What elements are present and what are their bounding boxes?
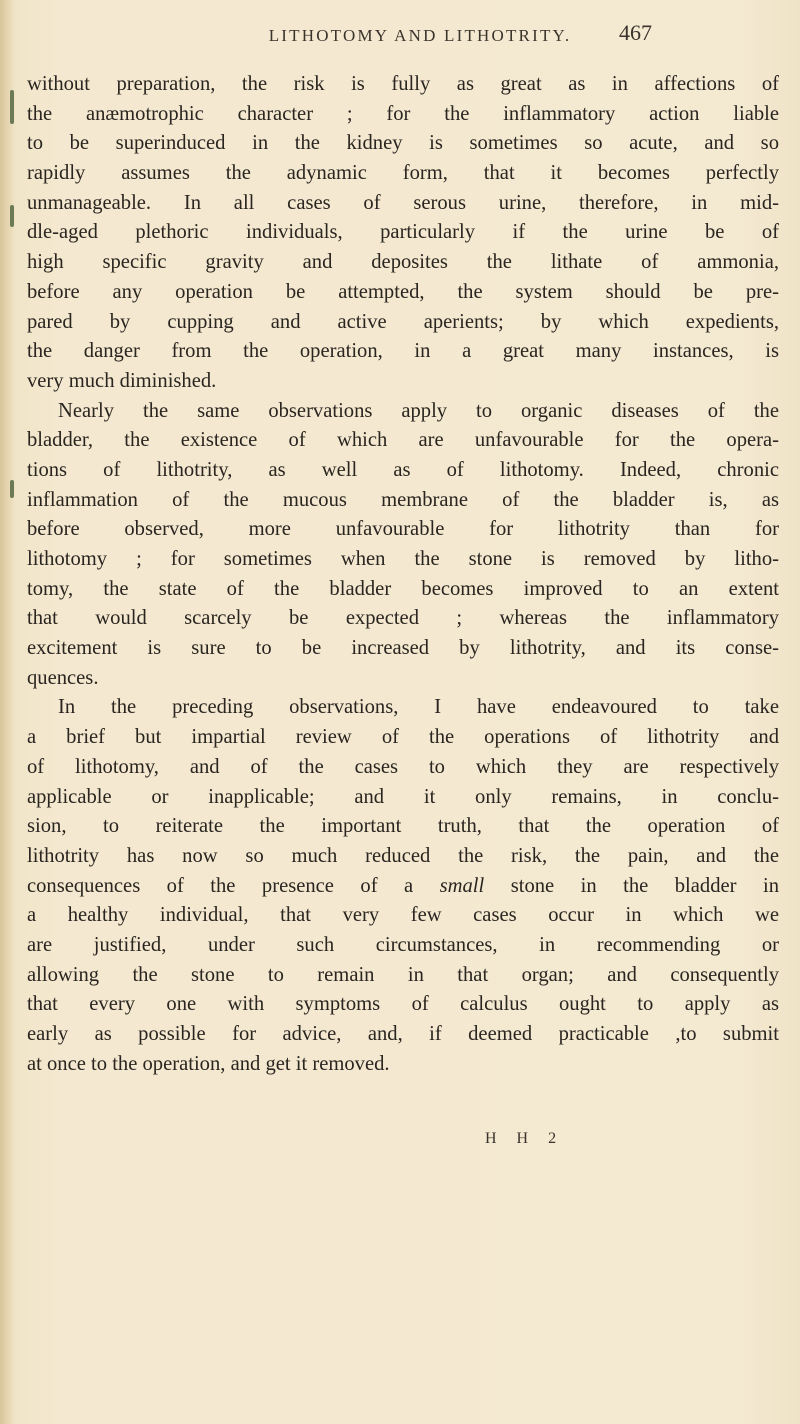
text-line: without preparation, the risk is fully as great as in affections of [27,73,779,95]
text-line: consequences of the presence of a small stone in the bladder in [27,874,779,897]
text-line: of lithotomy, and of the cases to which they are respectively [27,755,779,778]
text-line: lithotrity has now so much reduced the risk, the pain, and the [27,844,779,867]
paragraph-first-line: In the preceding observations, I have endeavoured to take [58,696,779,719]
text-line: a brief but impartial review of the operations of lithotrity and [27,726,779,749]
text-line: very much diminished. [27,369,217,392]
paragraph-first-line: Nearly the same observations apply to organic diseases of the [58,399,779,422]
page-binding-edge [0,0,14,1424]
binding-thread-mark [10,480,14,498]
binding-thread-mark [10,90,14,124]
text-line: that would scarcely be expected ; whereas the inflammatory [27,607,779,630]
signature-mark: H H 2 [485,1130,565,1147]
text-line: before any operation be attempted, the system should be pre- [27,280,779,303]
body-text [27,70,779,1079]
binding-thread-mark [10,205,14,227]
text-line: that every one with symptoms of calculus ought to apply as [27,993,779,1016]
text-line: bladder, the existence of which are unfavourable for the opera- [27,429,779,452]
text-line: high specific gravity and deposites the lithate of ammonia, [27,251,779,274]
text-line: early as possible for advice, and, if deemed practicable ,to submit [27,1023,779,1045]
text-line: at once to the operation, and get it removed. [27,1052,390,1075]
text-line: unmanageable. In all cases of serous urine, therefore, in mid- [27,191,779,214]
text-line: the anæmotrophic character ; for the inflammatory action liable [27,102,779,125]
running-head: LITHOTOMY AND LITHOTRITY. [268,26,572,45]
text-line: sion, to reiterate the important truth, that the operation of [27,815,779,838]
text-line: rapidly assumes the adynamic form, that it becomes perfectly [27,162,779,185]
text-line: to be superinduced in the kidney is sometimes so acute, and so [27,132,779,155]
text-line: tions of lithotrity, as well as of lithotomy. Indeed, chronic [27,458,779,481]
text-line: lithotomy ; for sometimes when the stone is removed by litho- [27,548,779,570]
text-line: the danger from the operation, in a great many instances, is [27,340,779,363]
page-header [0,20,800,66]
text-line: applicable or inapplicable; and it only remains, in conclu- [27,785,779,808]
text-line: quences. [27,666,99,689]
text-line: inflammation of the mucous membrane of the bladder is, as [27,488,779,511]
text-line: allowing the stone to remain in that organ; and consequently [27,963,779,986]
text-line: pared by cupping and active aperients; by which expedients, [27,310,779,333]
text-line: dle-aged plethoric individuals, particularly if the urine be of [27,221,779,244]
text-line: are justified, under such circumstances, in recommending or [27,933,779,956]
text-line: tomy, the state of the bladder becomes improved to an extent [27,577,779,600]
text-line: excitement is sure to be increased by lithotrity, and its conse- [27,637,779,660]
text-line: a healthy individual, that very few cases occur in which we [27,904,779,927]
text-line: before observed, more unfavourable for lithotrity than for [27,518,779,541]
page-number: 467 [619,20,652,45]
